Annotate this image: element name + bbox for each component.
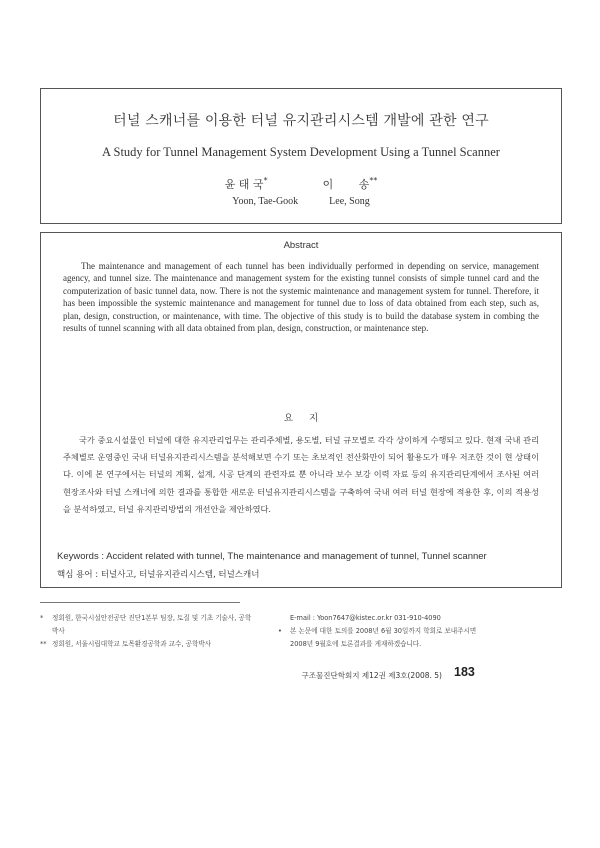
footnotes-right <box>278 612 488 651</box>
footnote-mark: * <box>40 614 44 622</box>
author-1-name-korean: 윤 태 국 <box>224 178 264 191</box>
authors-korean <box>41 176 561 192</box>
footnote-text: 정회원, 한국시설안전공단 진단1본부 팀장, 토질 및 기초 기술사, 공학박사 <box>52 614 252 635</box>
keywords-korean-value: 터널사고, 터널유지관리시스템, 터널스캐너 <box>100 570 260 580</box>
author-2-name-korean: 이 송 <box>322 178 370 191</box>
footnote-mark: ** <box>40 640 47 648</box>
footnote-text: 정회원, 서울시립대학교 토목환경공학과 교수, 공학박사 <box>52 640 212 648</box>
footnote-email <box>278 612 488 625</box>
keywords-label: Keywords : <box>57 551 104 562</box>
footnote-author-2 <box>40 638 255 651</box>
korean-abstract-heading: 요지 <box>283 413 335 424</box>
keywords-value: Accident related with tunnel, The maintenance and management of tunnel, Tunnel scanner <box>106 551 487 562</box>
page-number: 183 <box>454 665 475 679</box>
author-1-name-english: Yoon, Tae-Gook <box>232 196 299 207</box>
footnote-text: 본 논문에 대한 토의를 2008년 6월 30일까지 학회로 보내주시면 2008년 9월호에 토론결과를 게재하겠습니다. <box>290 627 477 648</box>
abstract-body: The maintenance and management of each tunnel has been individually performed in depending on service, management agency, and tunnel size. The maintenance and management system for the existing tunnel consists of simple tunnel card and the computerization of basic tunnel data, now. There is not the systemic maintenance and management system for tunnel. Therefore, it has been impossible the systemic maintenance and management for tunnel due to loss of data obtained from each step, such as, plan, design, construction, or maintenance, with time. The objective of this study is to build the database system in combing the results of tunnel scanning with all data obtained from plan, design, construction, or maintenance step. <box>63 261 539 334</box>
keywords-korean <box>57 568 551 580</box>
footnote-author-1 <box>40 612 255 638</box>
footnote-discussion <box>278 625 488 651</box>
authors-english <box>41 196 561 207</box>
korean-abstract-body: 국가 중요시설물인 터널에 대한 유지관리업무는 관리주체별, 용도별, 터널 규모별로 각각 상이하게 수행되고 있다. 현재 국내 관리주체별로 운영중인 국내 터널유지관리시스템을 분석해보면 수기 또는 초보적인 전산화만이 되어 활용도가 매우 저조한 것이 현 상태이다. 이에 본 연구에서는 터널의 계획, 설계, 시공 단계의 관련자료 뿐 아니라 보수 보강 이력 자료 등의 유지관리단계에서 조사된 여러 현장조사와 터널 스캐너에 의한 결과를 통합한 새로운 터널유지관리시스템을 구축하여 국내 여러 터널 현장에 적용한 후, 이의 적용성을 분석하였고, 터널 유지관리방법의 개선안을 제안하였다. <box>63 435 539 514</box>
footnote-divider <box>40 602 240 603</box>
author-2-name-english: Lee, Song <box>329 196 370 207</box>
abstract-box <box>40 232 562 588</box>
keywords-english <box>57 551 551 562</box>
paper-title-english: A Study for Tunnel Management System Development Using a Tunnel Scanner <box>102 145 500 159</box>
abstract-heading: Abstract <box>283 240 319 251</box>
author-2-mark: ** <box>369 176 378 185</box>
paper-title-korean: 터널 스캐너를 이용한 터널 유지관리시스템 개발에 관한 연구 <box>113 113 489 129</box>
footnote-mark: • <box>278 627 282 635</box>
footnote-text: E-mail : Yoon7647@kistec.or.kr 031-910-4090 <box>290 614 441 622</box>
keywords-korean-label: 핵심 용어 : <box>57 570 99 580</box>
author-1-mark: * <box>263 176 268 185</box>
title-box <box>40 88 562 224</box>
footnotes-left <box>40 612 255 651</box>
journal-citation: 구조물진단학회지 제12권 제3호(2008. 5) <box>301 671 442 680</box>
